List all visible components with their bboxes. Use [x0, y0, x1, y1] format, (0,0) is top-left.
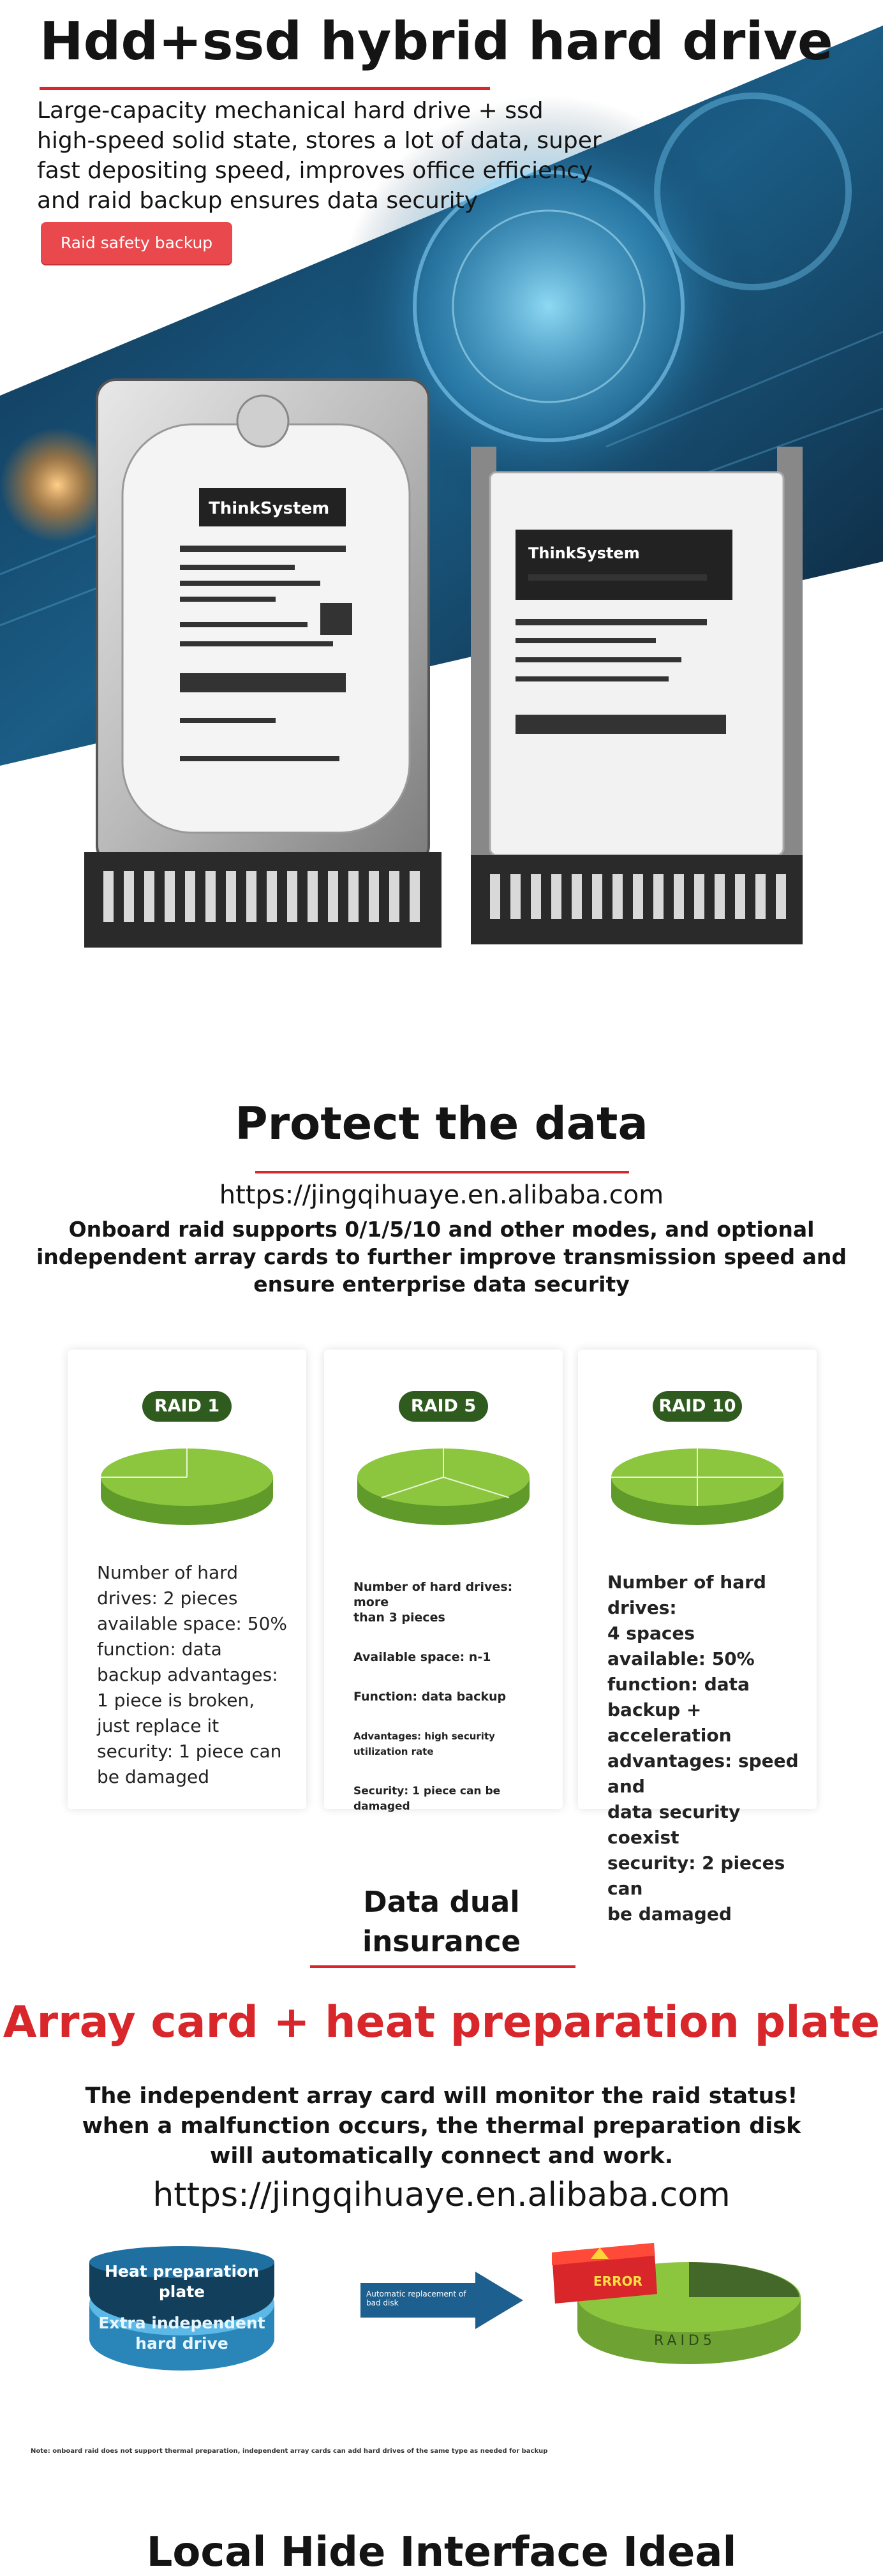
extra-drive-label [86, 2313, 278, 2354]
pie-error-text: ERROR [593, 2274, 642, 2289]
raid-card-line: be damaged [97, 1766, 210, 1787]
heat-plate-label-line: plate [158, 2282, 205, 2301]
raid-label-pill: RAID 5 [399, 1391, 488, 1422]
arrow-caption [366, 2289, 468, 2307]
raid-card-line: just replace it [97, 1715, 219, 1736]
arrow-caption-line: Automatic replacement of [366, 2289, 466, 2298]
raid-card-text [607, 1570, 799, 1927]
raid-card-line: drives: 2 pieces [97, 1588, 238, 1609]
raid-safety-backup-badge[interactable]: Raid safety backup [41, 222, 232, 264]
raid-card-line: 4 spaces available: 50% [607, 1623, 755, 1669]
raid-card-line: Function: data backup [353, 1690, 507, 1704]
raid-label-pill: RAID 1 [142, 1391, 232, 1422]
ssd-brand-text: ThinkSystem [528, 544, 640, 562]
raid-card-line: Advantages: high security utilization rate [353, 1731, 495, 1757]
raid-card-raid5 [324, 1350, 563, 1813]
dual-title-line: Data dual [363, 1885, 520, 1919]
raid-card-line: Available space: n-1 [353, 1650, 491, 1664]
raid-card-line: data security coexist [607, 1801, 741, 1848]
raid-card-line: Security: 1 piece can be damaged [353, 1785, 501, 1813]
raid-card-line: acceleration [607, 1725, 732, 1746]
array-card-title: Array card + heat preparation plate [3, 1997, 880, 2048]
hero-section [0, 0, 883, 995]
raid-card-raid1 [68, 1350, 306, 1809]
raid-disk-icon [610, 1445, 785, 1528]
extra-drive-label-line: Extra independent [98, 2314, 265, 2332]
hero-description-line: Large-capacity mechanical hard drive + ssd [37, 98, 544, 124]
protect-url-link[interactable]: https://jingqihuaye.en.alibaba.com [219, 1180, 664, 1210]
heat-plate-label [86, 2261, 278, 2302]
raid-label-pill: RAID 10 [653, 1391, 742, 1422]
hero-description-line: and raid backup ensures data security [37, 188, 479, 214]
array-url-link[interactable]: https://jingqihuaye.en.alibaba.com [152, 2176, 731, 2214]
raid-card-text [353, 1579, 545, 1814]
raid5-error-pie-icon [549, 2233, 804, 2367]
raid-card-line: backup advantages: [97, 1664, 278, 1685]
extra-drive-label-line: hard drive [135, 2334, 228, 2353]
raid-card-raid10 [578, 1350, 817, 1925]
arrow-caption-line: bad disk [366, 2298, 399, 2307]
raid-card-text [97, 1560, 288, 1790]
raid-card-line: be damaged [607, 1903, 732, 1925]
raid-card-line: Number of hard drives: more [353, 1580, 513, 1609]
raid-disk-icon [100, 1445, 274, 1528]
raid-card-line: 1 piece is broken, [97, 1690, 255, 1711]
raid-card-line: advantages: speed and [607, 1750, 799, 1797]
hero-description-line: high-speed solid state, stores a lot of data, super [37, 128, 602, 154]
array-card-description: The independent array card will monitor the raid status! when a malfunction occurs, the thermal preparation disk will automatically connect and work. [82, 2083, 801, 2169]
protect-title: Protect the data [235, 1098, 648, 1150]
raid-card-line: security: 2 pieces can [607, 1852, 785, 1899]
hdd-drive-image [84, 373, 441, 948]
footnote-text: Note: onboard raid does not support thermal preparation, independent array cards can add hard drives of the same type as needed for backup [31, 2448, 548, 2455]
raid-card-line: function: data [97, 1639, 222, 1660]
raid-disk-icon [356, 1445, 531, 1528]
heat-plate-label-line: Heat preparation [104, 2262, 260, 2281]
ssd-drive-image [471, 447, 803, 944]
dual-insurance-title [0, 1882, 883, 1962]
pie-raid-label: RAID5 [654, 2333, 716, 2349]
raid-card-line: Number of hard [97, 1562, 238, 1583]
protect-title-underline [255, 1171, 629, 1173]
raid-card-line: than 3 pieces [353, 1611, 445, 1625]
hero-description [37, 96, 611, 216]
raid-card-line: security: 1 piece can [97, 1741, 282, 1762]
hdd-brand-text: ThinkSystem [209, 499, 330, 518]
raid-card-line: Number of hard drives: [607, 1572, 766, 1618]
next-section-title-cut: Local Hide Interface Ideal [146, 2529, 737, 2576]
hero-title: Hdd+ssd hybrid hard drive [40, 11, 833, 72]
dual-title-underline [310, 1965, 575, 1968]
raid-card-line: function: data backup + [607, 1674, 750, 1720]
hero-description-line: fast depositing speed, improves office efficiency [37, 158, 593, 184]
hero-title-underline [40, 87, 490, 90]
raid-card-line: available space: 50% [97, 1613, 287, 1634]
dual-title-line: insurance [362, 1925, 521, 1958]
protect-description: Onboard raid supports 0/1/5/10 and other modes, and optional independent array cards to further improve transmission speed and ensure enterprise data security [36, 1217, 847, 1297]
